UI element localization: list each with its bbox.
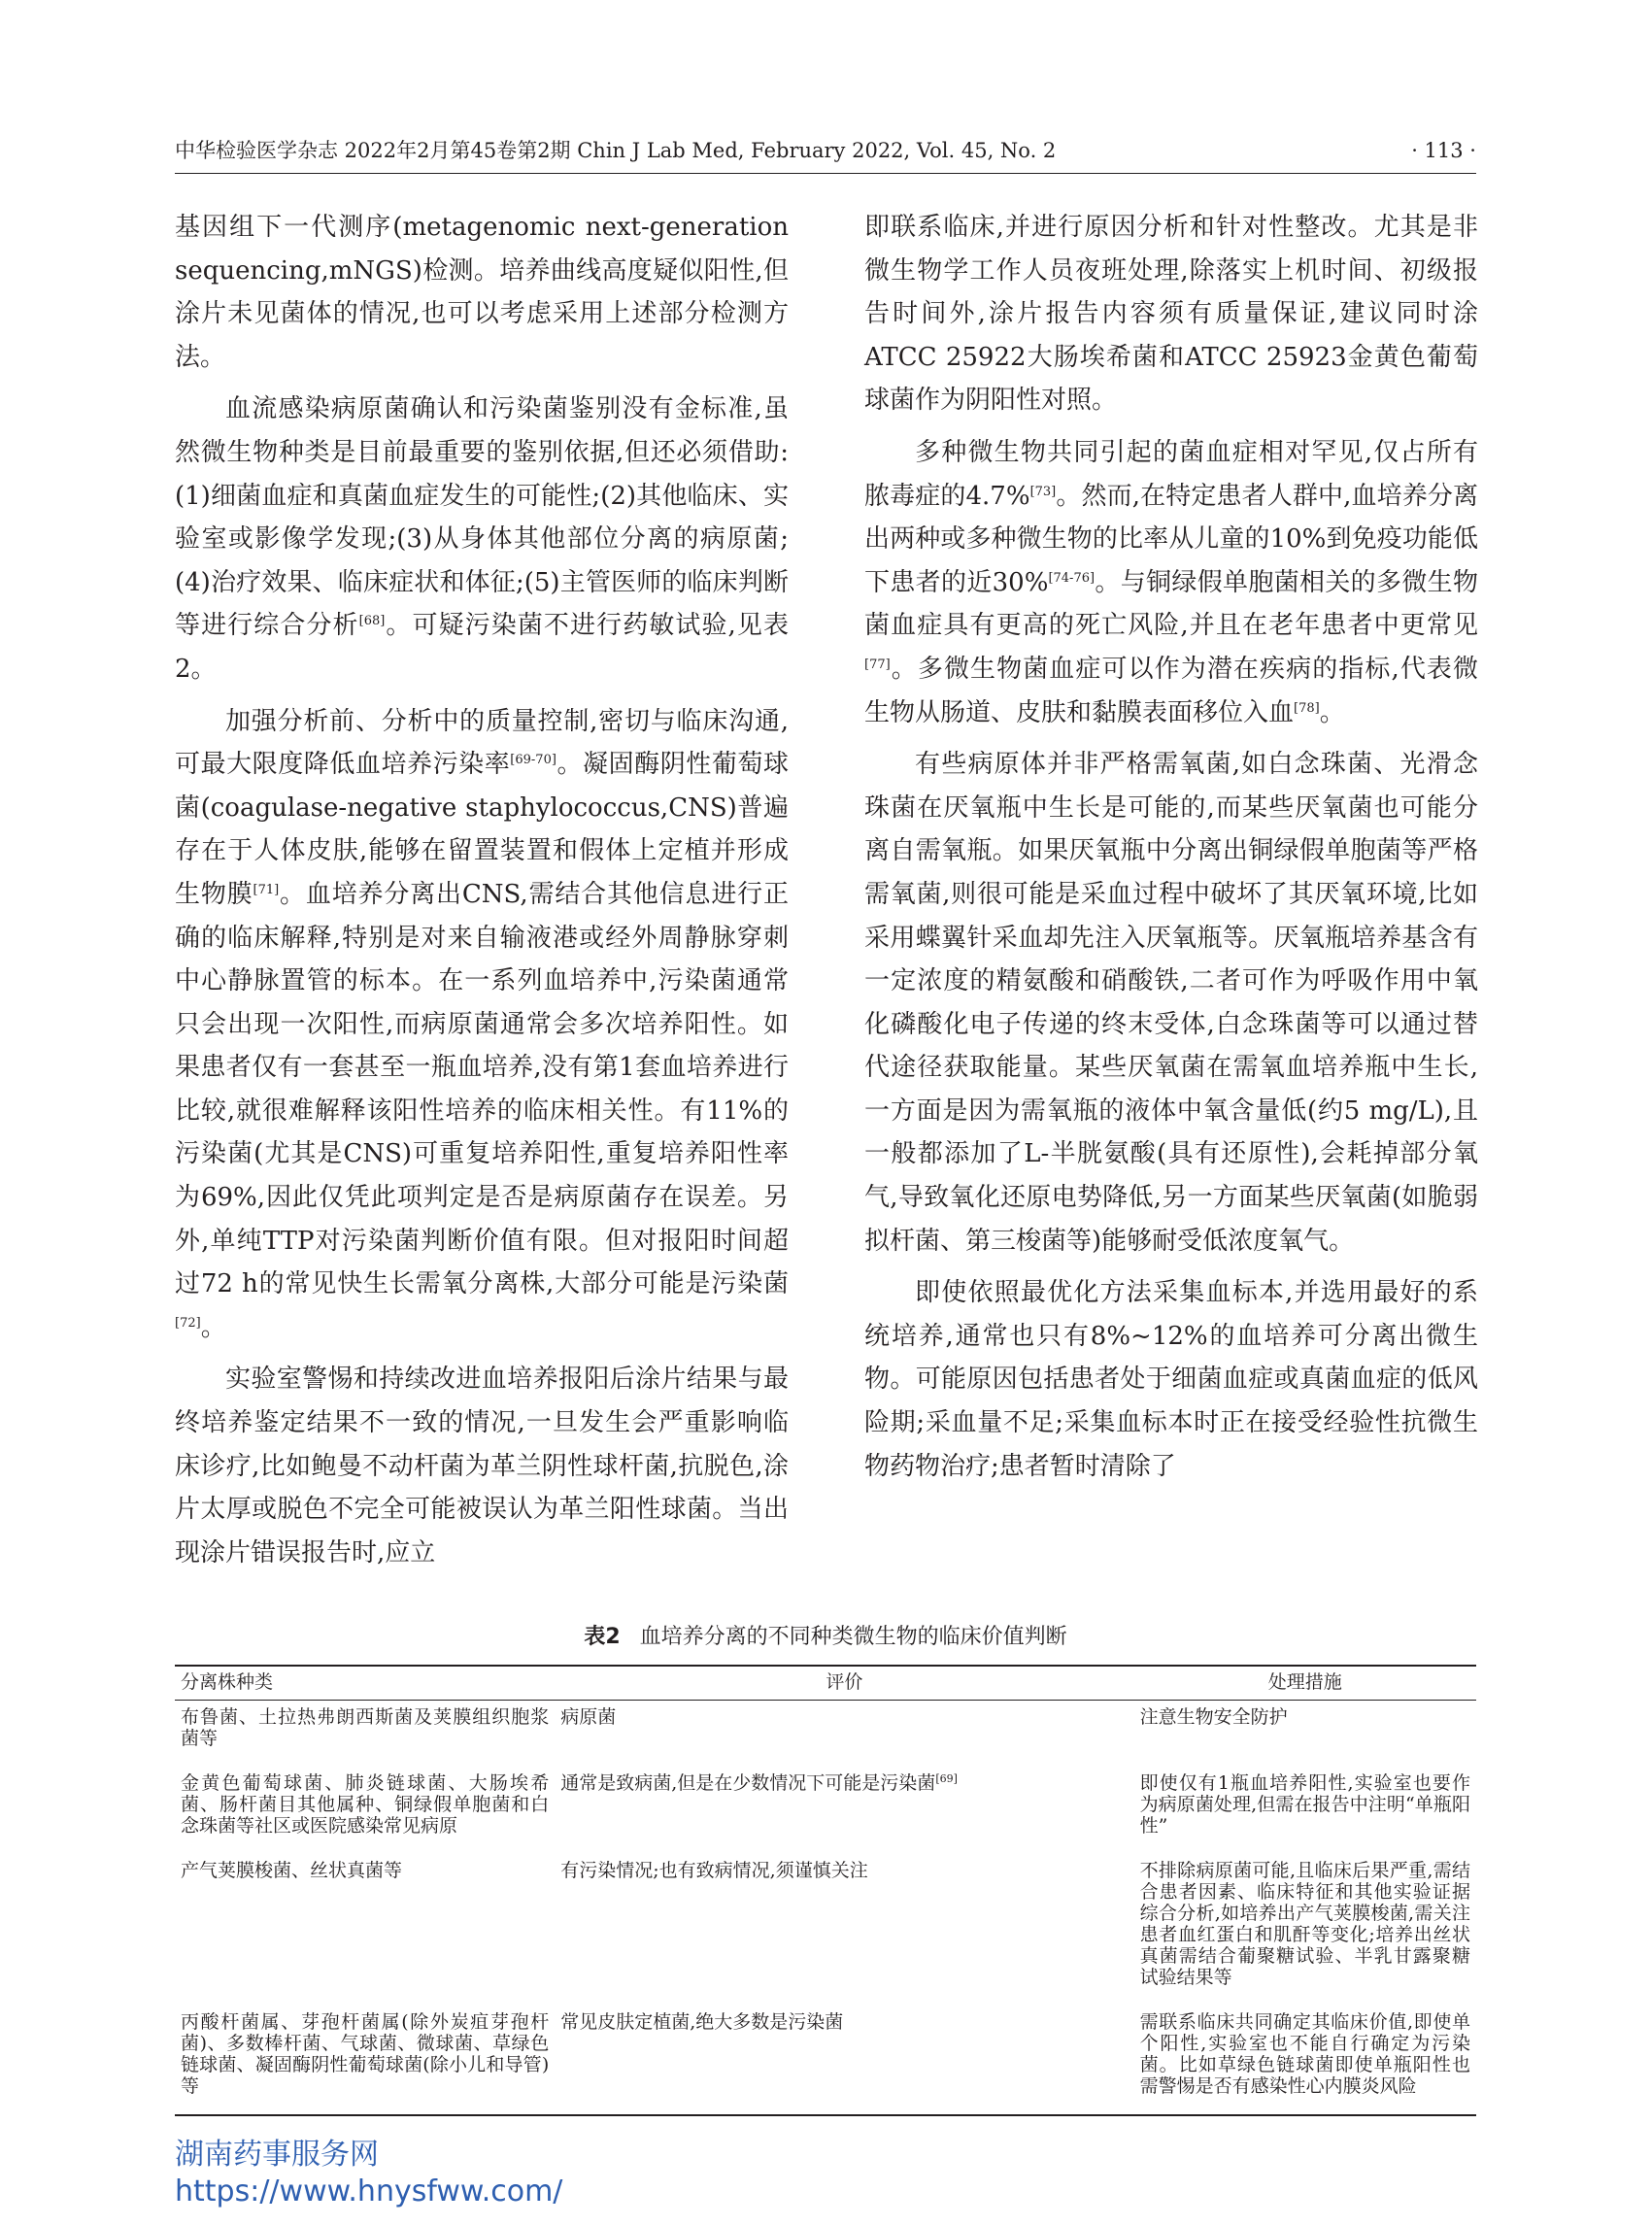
species-cell: 布鲁菌、土拉热弗朗西斯菌及荚膜组织胞浆菌等 — [181, 1706, 550, 1749]
header-rule — [175, 173, 1476, 174]
table-title: 血培养分离的不同种类微生物的临床价值判断 — [639, 1625, 1067, 1649]
citation-ref: [74-76] — [1048, 570, 1096, 586]
evaluation-cell — [555, 1701, 1133, 1768]
paragraph: 有些病原体并非严格需氧菌,如白念珠菌、光滑念珠菌在厌氧瓶中生长是可能的,而某些厌氧菌也可能分离自需氧瓶。如果厌氧瓶中分离出铜绿假单胞菌等严格需氧菌,则很可能是采血过程中破坏了其厌氧环境,比如采用蝶翼针采血却先注入厌氧瓶等。厌氧瓶培养基含有一定浓度的精氨酸和硝酸铁,二者可作为呼吸作用中氧化磷酸化电子传递的终末受体,白念珠菌等可以通过替代途径获取能量。某些厌氧菌在需氧血培养瓶中生长,一方面是因为需氧瓶的液体中氧含量低(约5 mg/L),且一般都添加了L-半胱氨酸(具有还原性),会耗掉部分氧气,导致氧化还原电势降低,另一方面某些厌氧菌(如脆弱拟杆菌、第三梭菌等)能够耐受低浓度氧气。 — [864, 750, 1478, 1256]
left-column — [175, 206, 789, 1583]
paragraph-text: 。 — [200, 1312, 226, 1342]
table-caption — [175, 1620, 1476, 1655]
evaluation-cell — [555, 1767, 1133, 1854]
right-column — [864, 206, 1478, 1497]
paragraph-text: 。凝固酶阴性葡萄球菌(coagulase-negative staphylococcus,CNS)普遍存在于人体皮肤,能够在留置装置和假体上定植并形成生物膜 — [175, 750, 789, 909]
citation-ref: [68] — [358, 614, 386, 629]
paragraph-text: 。多微生物菌血症可以作为潜在疾病的指标,代表微生物从肠道、皮肤和黏膜表面移位入血 — [864, 654, 1478, 727]
journal-citation: 中华检验医学杂志 2022年2月第45卷第2期 Chin J Lab Med, February 2022, Vol. 45, No. 2 — [175, 139, 1057, 162]
paragraph-text: 。与铜绿假单胞菌相关的多微生物菌血症具有更高的死亡风险,并且在老年患者中更常见 — [864, 567, 1478, 641]
column-header: 分离株种类 — [181, 1671, 274, 1693]
paragraph — [175, 388, 789, 691]
table-header-row — [175, 1666, 1476, 1701]
paragraph: 即联系临床,并进行原因分析和针对性整改。尤其是非微生物学工作人员夜班处理,除落实上机时间、初级报告时间外,涂片报告内容须有质量保证,建议同时涂ATCC 25922大肠埃希菌和ATCC 25923金黄色葡萄球菌作为阴阳性对照。 — [864, 213, 1478, 416]
page-number: · 113 · — [1411, 139, 1476, 162]
evaluation-cell — [555, 1854, 1133, 2006]
paragraph-text: 加强分析前、分析中的质量控制,密切与临床沟通,可最大限度降低血培养污染率 — [175, 706, 789, 780]
paragraph-text: 。然而,在特定患者人群中,血培养分离出两种或多种微生物的比率从儿童的10%到免疫功能低下患者的近30% — [864, 481, 1479, 597]
citation-ref: [71] — [253, 882, 280, 897]
citation-ref: [77] — [864, 657, 891, 672]
action-cell: 注意生物安全防护 — [1139, 1706, 1288, 1728]
watermark — [175, 2137, 562, 2210]
citation-ref: [69] — [935, 1772, 958, 1785]
table-2 — [175, 1620, 1476, 2116]
paragraph-text: 多种微生物共同引起的菌血症相对罕见,仅占所有脓毒症的4.7% — [864, 437, 1478, 511]
paragraph-text: 。血培养分离出CNS,需结合其他信息进行正确的临床解释,特别是对来自输液港或经外周静脉穿刺中心静脉置管的标本。在一系列血培养中,污染菌通常只会出现一次阳性,而病原菌通常会多次培养阳性。如果患者仅有一套甚至一瓶血培养,没有第1套血培养进行比较,就很难解释该阳性培养的临床相关性。有11%的污染菌(尤其是CNS)可重复培养阳性,重复培养阳性率为69%,因此仅凭此项判定是否是病原菌存在误差。另外,单纯TTP对污染菌判断价值有限。但对报阳时间超过72 h的常见快生长需氧分离株,大部分可能是污染菌 — [175, 879, 789, 1299]
citation-ref: [72] — [175, 1315, 201, 1331]
evaluation-text: 有污染情况;也有致病情况,须谨慎关注 — [560, 1860, 868, 1881]
evaluation-text: 通常是致病菌,但是在少数情况下可能是污染菌 — [560, 1772, 936, 1794]
paragraph-text: 血流感染病原菌确认和污染菌鉴别没有金标准,虽然微生物种类是目前最重要的鉴别依据,但还必须借助:(1)细菌血症和真菌血症发生的可能性;(2)其他临床、实验室或影像学发现;(3)从身体其他部位分离的病原菌;(4)治疗效果、临床症状和体征;(5)主管医师的临床判断等进行综合分析 — [175, 394, 789, 641]
data-table — [175, 1665, 1476, 2116]
action-cell: 需联系临床共同确定其临床价值,即使单个阳性,实验室也不能自行确定为污染菌。比如草绿色链球菌即使单瓶阳性也需警惕是否有感染性心内膜炎风险 — [1139, 2011, 1470, 2097]
paragraph — [864, 431, 1478, 734]
evaluation-text: 病原菌 — [560, 1706, 617, 1728]
evaluation-text: 常见皮肤定植菌,绝大多数是污染菌 — [560, 2011, 844, 2033]
paragraph: 基因组下一代测序(metagenomic next-generation sequencing,mNGS)检测。培养曲线高度疑似阳性,但涂片未见菌体的情况,也可以考虑采用上述部分检测方法。 — [175, 213, 789, 372]
column-header: 评价 — [826, 1671, 863, 1693]
action-cell: 不排除病原菌可能,且临床后果严重,需结合患者因素、临床特征和其他实验证据综合分析,如培养出产气荚膜梭菌,需关注患者血红蛋白和肌酐等变化;培养出丝状真菌需结合葡聚糖试验、半乳甘露聚糖试验结果等 — [1139, 1860, 1470, 1988]
table-row — [175, 2006, 1476, 2115]
running-header — [175, 134, 1476, 167]
action-cell: 即使仅有1瓶血培养阳性,实验室也要作为病原菌处理,但需在报告中注明“单瓶阳性” — [1139, 1772, 1470, 1837]
paragraph: 实验室警惕和持续改进血培养报阳后涂片结果与最终培养鉴定结果不一致的情况,一旦发生会严重影响临床诊疗,比如鲍曼不动杆菌为革兰阴性球杆菌,抗脱色,涂片太厚或脱色不完全可能被误认为革兰阳性球菌。当出现涂片错误报告时,应立 — [175, 1365, 789, 1568]
paragraph-text: 。可疑污染菌不进行药敏试验,见表2。 — [175, 611, 789, 684]
table-row — [175, 1701, 1476, 1768]
citation-ref: [78] — [1294, 700, 1320, 716]
table-number: 表2 — [584, 1625, 621, 1649]
paragraph — [175, 700, 789, 1350]
column-header: 处理措施 — [1267, 1671, 1342, 1693]
table-row — [175, 1767, 1476, 1854]
citation-ref: [73] — [1029, 484, 1057, 499]
paragraph: 即使依照最优化方法采集血标本,并选用最好的系统培养,通常也只有8%~12%的血培养可分离出微生物。可能原因包括患者处于细菌血症或真菌血症的低风险期;采血量不足;采集血标本时正在接受经验性抗微生物药物治疗;患者暂时清除了 — [864, 1278, 1478, 1481]
evaluation-cell — [555, 2006, 1133, 2115]
paragraph-text: 。 — [1319, 697, 1345, 727]
citation-ref: [69-70] — [510, 753, 556, 768]
species-cell: 产气荚膜梭菌、丝状真菌等 — [181, 1860, 403, 1881]
table-row — [175, 1854, 1476, 2006]
species-cell: 丙酸杆菌属、芽孢杆菌属(除外炭疽芽孢杆菌)、多数棒杆菌、气球菌、微球菌、草绿色链球菌、凝固酶阴性葡萄球菌(除小儿和导管)等 — [181, 2011, 550, 2097]
watermark-site-name: 湖南药事服务网 — [175, 2138, 379, 2172]
watermark-url: https://www.hnysfww.com/ — [175, 2174, 563, 2208]
species-cell: 金黄色葡萄球菌、肺炎链球菌、大肠埃希菌、肠杆菌目其他属种、铜绿假单胞菌和白念珠菌等社区或医院感染常见病原 — [181, 1772, 550, 1837]
